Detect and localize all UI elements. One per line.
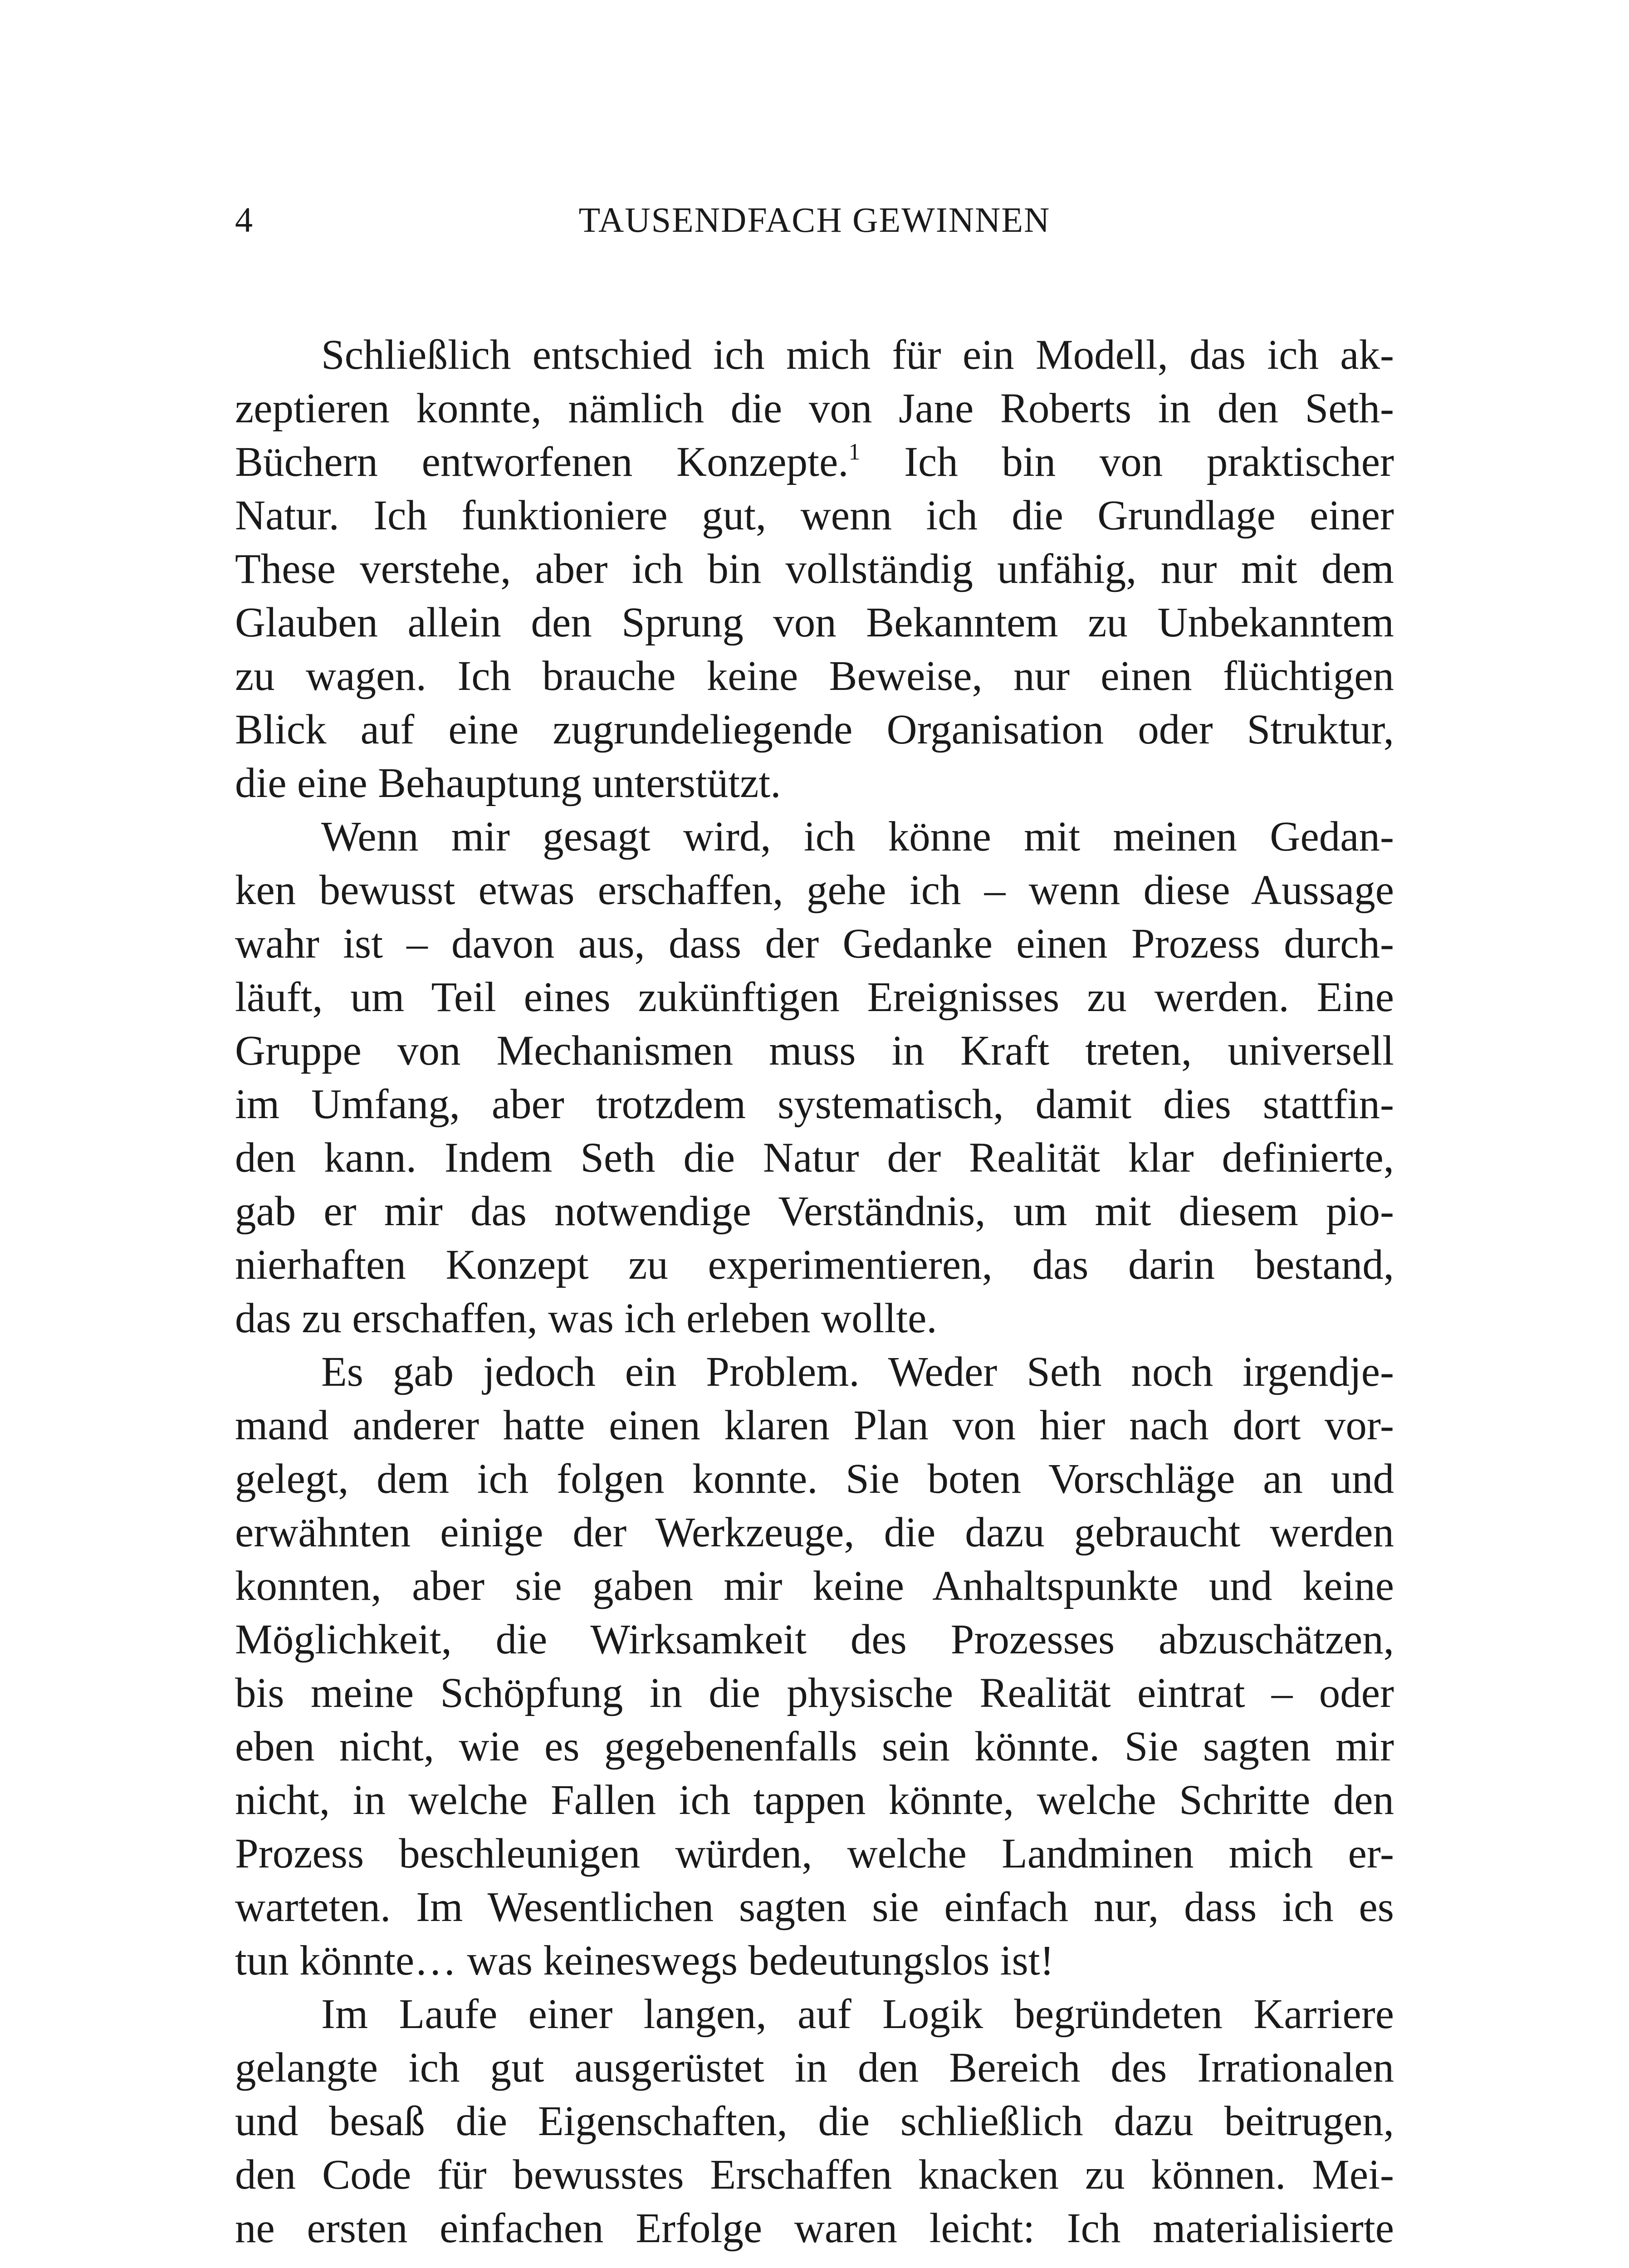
- text-line: läuft, um Teil eines zukünftigen Ereignisses zu werden. Eine: [235, 974, 1394, 1021]
- text-line: Es gab jedoch ein Problem. Weder Seth noch irgendje-: [321, 1349, 1394, 1395]
- text-line: ken bewusst etwas erschaffen, gehe ich – wenn diese Aussage: [235, 867, 1394, 914]
- text-line-with-footnote: [235, 435, 1394, 489]
- text-line: Glauben allein den Sprung von Bekanntem zu Unbekanntem: [235, 599, 1394, 646]
- text-line: gelangte ich gut ausgerüstet in den Bereich des Irrationalen: [235, 2044, 1394, 2091]
- text-line: eben nicht, wie es gegebenenfalls sein könnte. Sie sagten mir: [235, 1723, 1394, 1770]
- text-line: Möglichkeit, die Wirksamkeit des Prozesses abzuschätzen,: [235, 1616, 1394, 1663]
- text-line: bis meine Schöpfung in die physische Realität eintrat – oder: [235, 1670, 1394, 1716]
- text-line: Im Laufe einer langen, auf Logik begründeten Karriere: [321, 1991, 1394, 2038]
- text-line: erwähnten einige der Werkzeuge, die dazu gebraucht werden: [235, 1509, 1394, 1556]
- text-line: im Umfang, aber trotzdem systematisch, damit dies stattfin-: [235, 1081, 1394, 1128]
- text-line: gelegt, dem ich folgen konnte. Sie boten Vorschläge an und: [235, 1456, 1394, 1502]
- text-line: den Code für bewusstes Erschaffen knacken zu können. Mei-: [235, 2151, 1394, 2198]
- text-line: den kann. Indem Seth die Natur der Realität klar definierte,: [235, 1134, 1394, 1181]
- text-line: mand anderer hatte einen klaren Plan von hier nach dort vor-: [235, 1402, 1394, 1449]
- text-line: zu wagen. Ich brauche keine Beweise, nur einen flüchtigen: [235, 653, 1394, 699]
- text-line: und besaß die Eigenschaften, die schließlich dazu beitrugen,: [235, 2098, 1394, 2145]
- text-line: nierhaften Konzept zu experimentieren, das darin bestand,: [235, 1242, 1394, 1288]
- text-line: ne ersten einfachen Erfolge waren leicht: Ich materialisierte: [235, 2205, 1394, 2252]
- text-line: nicht, in welche Fallen ich tappen könnte, welche Schritte den: [235, 1777, 1394, 1823]
- text-line: die eine Behauptung unterstützt.: [235, 760, 781, 807]
- text-line: Natur. Ich funktioniere gut, wenn ich die Grundlage einer: [235, 492, 1394, 539]
- text-line: tun könnte… was keineswegs bedeutungslos ist!: [235, 1937, 1054, 1984]
- text-line: wahr ist – davon aus, dass der Gedanke einen Prozess durch-: [235, 920, 1394, 967]
- text-line: Wenn mir gesagt wird, ich könne mit meinen Gedan-: [321, 813, 1394, 860]
- running-title: TAUSENDFACH GEWINNEN: [578, 200, 1051, 240]
- text-segment: Büchern entworfenen Konzepte.: [235, 439, 849, 485]
- running-head: [235, 195, 1394, 245]
- text-line: gab er mir das notwendige Verständnis, um mit diesem pio-: [235, 1188, 1394, 1235]
- text-line: Gruppe von Mechanismen muss in Kraft treten, universell: [235, 1027, 1394, 1074]
- text-line: zeptieren konnte, nämlich die von Jane Roberts in den Seth-: [235, 385, 1394, 432]
- text-line: Schließlich entschied ich mich für ein Modell, das ich ak-: [321, 332, 1394, 378]
- footnote-marker[interactable]: 1: [848, 439, 861, 465]
- text-line: These verstehe, aber ich bin vollständig unfähig, nur mit dem: [235, 546, 1394, 592]
- text-line: warteten. Im Wesentlichen sagten sie einfach nur, dass ich es: [235, 1884, 1394, 1931]
- text-line: das zu erschaffen, was ich erleben wollte.: [235, 1295, 937, 1342]
- text-line: konnten, aber sie gaben mir keine Anhaltspunkte und keine: [235, 1563, 1394, 1609]
- text-line: Prozess beschleunigen würden, welche Landminen mich er-: [235, 1830, 1394, 1877]
- text-line: Blick auf eine zugrundeliegende Organisation oder Struktur,: [235, 706, 1394, 753]
- body-text: [235, 328, 1394, 2255]
- text-segment: Ich bin von praktischer: [860, 439, 1394, 485]
- page-number: 4: [235, 200, 253, 240]
